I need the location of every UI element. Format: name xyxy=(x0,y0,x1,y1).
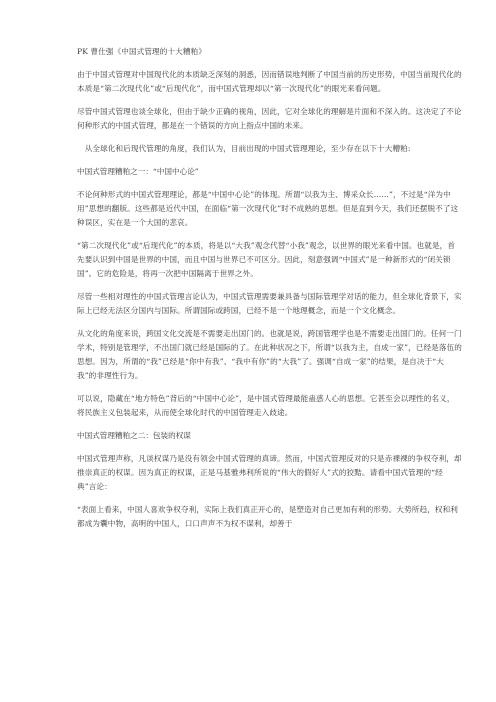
paragraph-4: 不论何种形式的中国式管理理论，都是“中国中心论”的体现。所谓“以我为主、博采众长……”，不过是“洋为中用”思想的翻版。这些都是近代中国，在面临“第一次现代化”时不成熟的思想。但是直到今天，我们还摆脱不了这种误区，实在是一个大国的悲哀。 xyxy=(77,190,459,227)
paragraph-10: “表面上看来，中国人喜欢争权夺利，实际上我们真正开心的，是塑造对自己更加有利的形势。大势所趋，权和利都成为囊中物，高明的中国人，口口声声不为权不谋利，却善于 xyxy=(77,505,458,528)
paragraph-2: 尽管中国式管理也谈全球化，但由于缺少正确的视角，因此，它对全球化的理解是片面和不深入的。这决定了不论何种形式的中国式管理，都是在一个错误的方向上指点中国的未来。 xyxy=(77,107,462,130)
paragraph-1: 由于中国式管理对中国现代化的本质缺乏深刻的洞悉，因而错误地判断了中国当前的历史形势，中国当前现代化的本质是“第二次现代化”或“后现代化”，而中国式管理却以“第一次现代化”的眼光来看问题。 xyxy=(77,70,462,93)
paragraph-8: 可以说，隐藏在“地方特色”背后的“中国中心论”，是中国式管理最能蛊惑人心的思想。它甚至会以理性的名义，将民族主义包装起来，从而使全球化时代的中国管理走入歧途。 xyxy=(77,394,455,417)
section-heading-1: 中国式管理糟粕之一：“中国中心论” xyxy=(77,167,199,176)
section-heading-2: 中国式管理糟粕之二：包装的权谋 xyxy=(77,431,191,440)
paragraph-9: 中国式管理声称，凡谈权谋乃是没有领会中国式管理的真谛。然而，中国式管理反对的只是赤裸裸的争权夺利，却推崇真正的权谋。因为真正的权谋，正是马基雅弗利所说的“伟大的假好人”式的狡黠。请看中国式管理的“经典”言论： xyxy=(77,454,462,491)
paragraph-3: 从全球化和后现代管理的角度，我们认为，目前出现的中国式管理理论，至少存在以下十大糟粕: xyxy=(77,144,411,153)
paragraph-6: 尽管一些相对理性的中国式管理言论认为，中国式管理需要兼具备与国际管理学对话的能力，但全球化背景下，实际上已经无法区分国内与国际。所谓国际或跨国，已经不是一个地理概念，而是一个文化概念。 xyxy=(77,292,462,315)
paragraph-5: “第二次现代化”或“后现代化”的本质，将是以“大我”观念代替“小我”观念，以世界的眼光来看中国。也就是，首先要认识到中国是世界的中国，而且中国与世界已不可区分。因此，刻意强调“中国式”是一种新形式的“闭关锁国”。它的危险是，将再一次把中国隔离于世界之外。 xyxy=(77,241,456,278)
document-title-line: PK 曹仕强《中国式管理的十大糟粕》 xyxy=(77,47,206,56)
paragraph-7: 从文化的角度来说，跨国文化交流是不需要走出国门的。也就是说，跨国管理学也是不需要走出国门的。任何一门学术，特别是管理学，不出国门就已经是国际的了。在此种状况之下，所谓“以我为主，自成一家”，已经是落伍的思想。因为，所谓的“我”已经是“你中有我”、“我中有你”的“大我”了。强调“自成一家”的结果，是自决于“大我”的非理性行为。 xyxy=(77,329,462,380)
